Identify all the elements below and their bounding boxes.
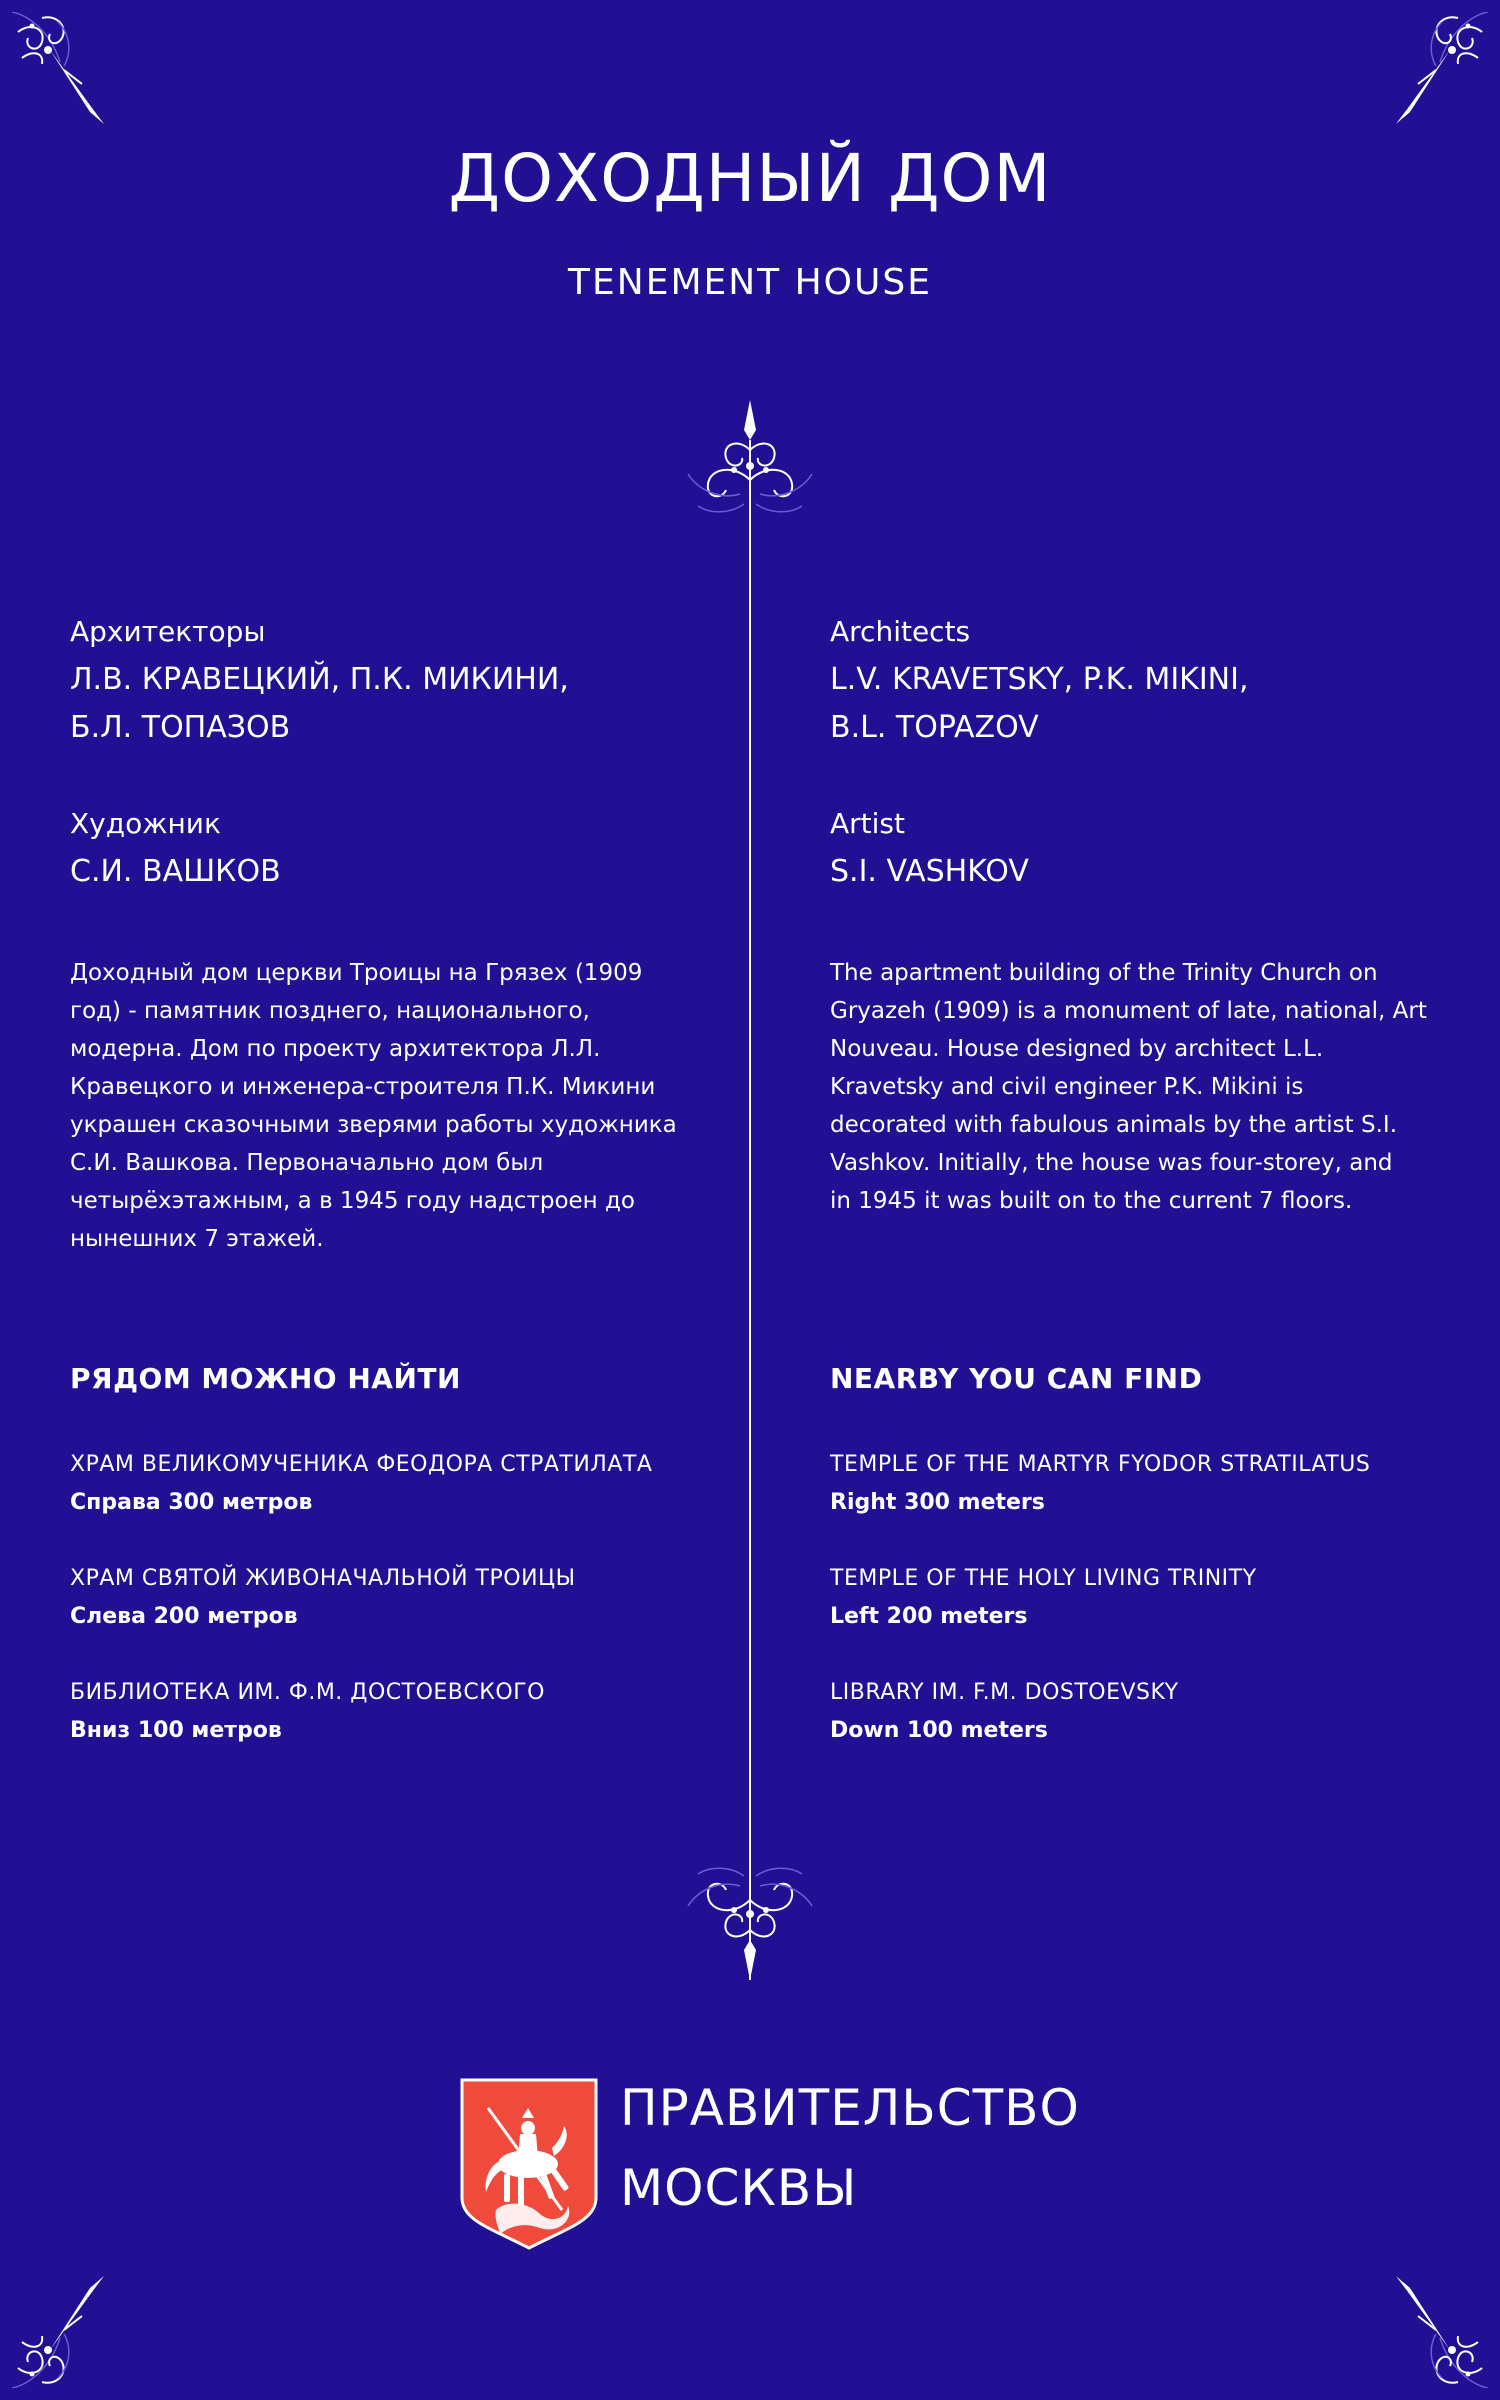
- place-name: TEMPLE OF THE HOLY LIVING TRINITY: [830, 1566, 1257, 1591]
- description-line: Кравецкого и инженера-строителя П.К. Микини: [70, 1074, 656, 1100]
- description-line: decorated with fabulous animals by the artist S.I.: [830, 1112, 1398, 1138]
- architects-names-line1: L.V. KRAVETSKY, P.K. MIKINI,: [830, 662, 1249, 697]
- divider-top-ornament-icon: [680, 390, 820, 530]
- description-line: четырёхэтажным, а в 1945 году надстроен до: [70, 1188, 635, 1214]
- right-description: [830, 954, 1470, 1220]
- artist-name: С.И. ВАШКОВ: [70, 854, 281, 889]
- architects-label: Архитекторы: [70, 615, 266, 648]
- nearby-place: [830, 1674, 1470, 1750]
- description-line: украшен сказочными зверями работы художника: [70, 1112, 677, 1138]
- place-distance: Down 100 meters: [830, 1718, 1048, 1743]
- architects-label: Architects: [830, 615, 971, 648]
- center-divider: [749, 490, 751, 1980]
- description-line: нынешних 7 этажей.: [70, 1226, 324, 1252]
- place-name: ХРАМ СВЯТОЙ ЖИВОНАЧАЛЬНОЙ ТРОИЦЫ: [70, 1566, 576, 1591]
- place-name: TEMPLE OF THE MARTYR FYODOR STRATILATUS: [830, 1452, 1371, 1477]
- description-line: Доходный дом церкви Троицы на Грязех (1909: [70, 960, 643, 986]
- description-line: Vashkov. Initially, the house was four-storey, and: [830, 1150, 1393, 1176]
- architects-names-line2: B.L. TOPAZOV: [830, 710, 1039, 745]
- footer-government-title: [620, 2068, 1080, 2228]
- nearby-place: [70, 1446, 710, 1522]
- nearby-place: [70, 1560, 710, 1636]
- page-subtitle: TENEMENT HOUSE: [568, 262, 932, 303]
- description-line: Gryazeh (1909) is a monument of late, national, Art: [830, 998, 1427, 1024]
- nearby-heading: NEARBY YOU CAN FIND: [830, 1362, 1203, 1395]
- place-distance: Right 300 meters: [830, 1490, 1045, 1515]
- description-line: The apartment building of the Trinity Church on: [830, 960, 1378, 986]
- architects-names-line2: Б.Л. ТОПАЗОВ: [70, 710, 291, 745]
- description-line: Nouveau. House designed by architect L.L.: [830, 1036, 1324, 1062]
- place-distance: Вниз 100 метров: [70, 1718, 282, 1743]
- right-artist-block: [830, 800, 1470, 896]
- description-line: год) - памятник позднего, национального,: [70, 998, 590, 1024]
- architects-names-line1: Л.В. КРАВЕЦКИЙ, П.К. МИКИНИ,: [70, 662, 569, 697]
- place-distance: Left 200 meters: [830, 1604, 1028, 1629]
- artist-label: Художник: [70, 807, 221, 840]
- description-line: in 1945 it was built on to the current 7 floors.: [830, 1188, 1353, 1214]
- description-line: С.И. Вашкова. Первоначально дом был: [70, 1150, 544, 1176]
- corner-ornament-top-left-icon: [12, 12, 132, 132]
- corner-ornament-top-right-icon: [1368, 12, 1488, 132]
- nearby-place: [830, 1560, 1470, 1636]
- place-distance: Слева 200 метров: [70, 1604, 298, 1629]
- place-distance: Справа 300 метров: [70, 1490, 313, 1515]
- description-line: Kravetsky and civil engineer P.K. Mikini is: [830, 1074, 1304, 1100]
- page-title: ДОХОДНЫЙ ДОМ: [448, 140, 1052, 217]
- left-description: [70, 954, 710, 1258]
- artist-label: Artist: [830, 807, 905, 840]
- place-name: ХРАМ ВЕЛИКОМУЧЕНИКА ФЕОДОРА СТРАТИЛАТА: [70, 1452, 653, 1477]
- footer-line1: ПРАВИТЕЛЬСТВО: [620, 2079, 1080, 2137]
- divider-bottom-ornament-icon: [680, 1850, 820, 1990]
- nearby-heading: РЯДОМ МОЖНО НАЙТИ: [70, 1362, 461, 1395]
- corner-ornament-bottom-right-icon: [1368, 2268, 1488, 2388]
- moscow-emblem-icon: [458, 2078, 600, 2254]
- right-architects-block: [830, 608, 1470, 752]
- left-artist-block: [70, 800, 710, 896]
- artist-name: S.I. VASHKOV: [830, 854, 1029, 889]
- place-name: БИБЛИОТЕКА ИМ. Ф.М. ДОСТОЕВСКОГО: [70, 1680, 545, 1705]
- description-line: модерна. Дом по проекту архитектора Л.Л.: [70, 1036, 601, 1062]
- footer-line2: МОСКВЫ: [620, 2159, 858, 2217]
- left-architects-block: [70, 608, 710, 752]
- place-name: LIBRARY IM. F.M. DOSTOEVSKY: [830, 1680, 1179, 1705]
- nearby-place: [70, 1674, 710, 1750]
- corner-ornament-bottom-left-icon: [12, 2268, 132, 2388]
- nearby-place: [830, 1446, 1470, 1522]
